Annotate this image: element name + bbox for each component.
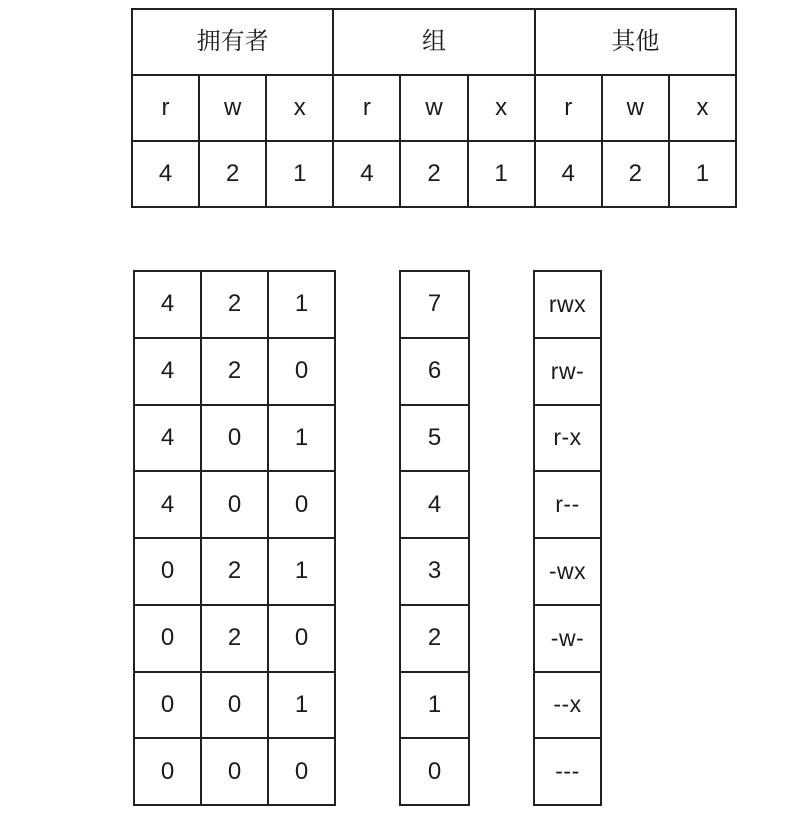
symbolic-cell: r-x — [534, 405, 601, 472]
combo-cell: 0 — [134, 538, 201, 605]
permission-weight-table — [131, 8, 737, 208]
weight-cell: 2 — [199, 141, 266, 207]
weight-cell: 1 — [266, 141, 333, 207]
weight-cell: 1 — [468, 141, 535, 207]
combo-cell: 0 — [201, 672, 268, 739]
table-row — [134, 271, 335, 338]
octal-cell: 2 — [400, 605, 469, 672]
weight-cell: 4 — [333, 141, 400, 207]
combo-cell: 2 — [201, 271, 268, 338]
weight-combination-table — [133, 270, 336, 806]
combo-cell: 2 — [201, 605, 268, 672]
combo-cell: 1 — [268, 538, 335, 605]
octal-cell: 3 — [400, 538, 469, 605]
perm-letter-row — [132, 75, 736, 141]
perm-cell: r — [333, 75, 400, 141]
combo-cell: 0 — [268, 605, 335, 672]
octal-cell: 7 — [400, 271, 469, 338]
weight-cell: 1 — [669, 141, 736, 207]
combo-cell: 0 — [201, 738, 268, 805]
table-row — [534, 271, 601, 338]
combo-cell: 4 — [134, 405, 201, 472]
symbolic-cell: rw- — [534, 338, 601, 405]
table-row — [134, 738, 335, 805]
perm-cell: x — [669, 75, 736, 141]
table-row — [400, 405, 469, 472]
combo-cell: 0 — [268, 738, 335, 805]
table-row — [134, 405, 335, 472]
group-header-group: 组 — [333, 9, 534, 75]
group-header-owner: 拥有者 — [132, 9, 333, 75]
table-row — [400, 271, 469, 338]
table-row — [400, 538, 469, 605]
octal-value-table — [399, 270, 470, 806]
combo-cell: 0 — [268, 338, 335, 405]
table-row — [134, 471, 335, 538]
combo-cell: 0 — [134, 738, 201, 805]
combo-cell: 4 — [134, 471, 201, 538]
table-row — [400, 338, 469, 405]
table-row — [534, 405, 601, 472]
perm-cell: w — [400, 75, 467, 141]
octal-cell: 4 — [400, 471, 469, 538]
symbolic-cell: -wx — [534, 538, 601, 605]
combo-cell: 0 — [134, 672, 201, 739]
table-row — [534, 738, 601, 805]
combo-cell: 1 — [268, 271, 335, 338]
combo-cell: 1 — [268, 405, 335, 472]
weight-cell: 4 — [132, 141, 199, 207]
perm-cell: x — [468, 75, 535, 141]
combo-cell: 0 — [268, 471, 335, 538]
perm-cell: w — [199, 75, 266, 141]
table-row — [534, 605, 601, 672]
table-row — [400, 672, 469, 739]
octal-cell: 6 — [400, 338, 469, 405]
group-header-others: 其他 — [535, 9, 736, 75]
perm-cell: r — [535, 75, 602, 141]
table-row — [134, 538, 335, 605]
group-header-row — [132, 9, 736, 75]
weight-cell: 2 — [602, 141, 669, 207]
weight-cell: 4 — [535, 141, 602, 207]
weight-value-row — [132, 141, 736, 207]
octal-cell: 5 — [400, 405, 469, 472]
combo-cell: 4 — [134, 271, 201, 338]
perm-cell: x — [266, 75, 333, 141]
octal-cell: 1 — [400, 672, 469, 739]
table-row — [534, 538, 601, 605]
combo-cell: 4 — [134, 338, 201, 405]
table-row — [400, 605, 469, 672]
combo-cell: 2 — [201, 338, 268, 405]
table-row — [134, 338, 335, 405]
octal-cell: 0 — [400, 738, 469, 805]
perm-cell: w — [602, 75, 669, 141]
table-row — [134, 672, 335, 739]
symbolic-notation-table — [533, 270, 602, 806]
combo-cell: 0 — [201, 471, 268, 538]
symbolic-cell: --x — [534, 672, 601, 739]
combo-cell: 1 — [268, 672, 335, 739]
symbolic-cell: --- — [534, 738, 601, 805]
table-row — [400, 738, 469, 805]
table-row — [134, 605, 335, 672]
weight-cell: 2 — [400, 141, 467, 207]
symbolic-cell: -w- — [534, 605, 601, 672]
table-row — [400, 471, 469, 538]
table-row — [534, 471, 601, 538]
perm-cell: r — [132, 75, 199, 141]
symbolic-cell: r-- — [534, 471, 601, 538]
combo-cell: 0 — [201, 405, 268, 472]
table-row — [534, 672, 601, 739]
symbolic-cell: rwx — [534, 271, 601, 338]
table-row — [534, 338, 601, 405]
combo-cell: 2 — [201, 538, 268, 605]
combo-cell: 0 — [134, 605, 201, 672]
